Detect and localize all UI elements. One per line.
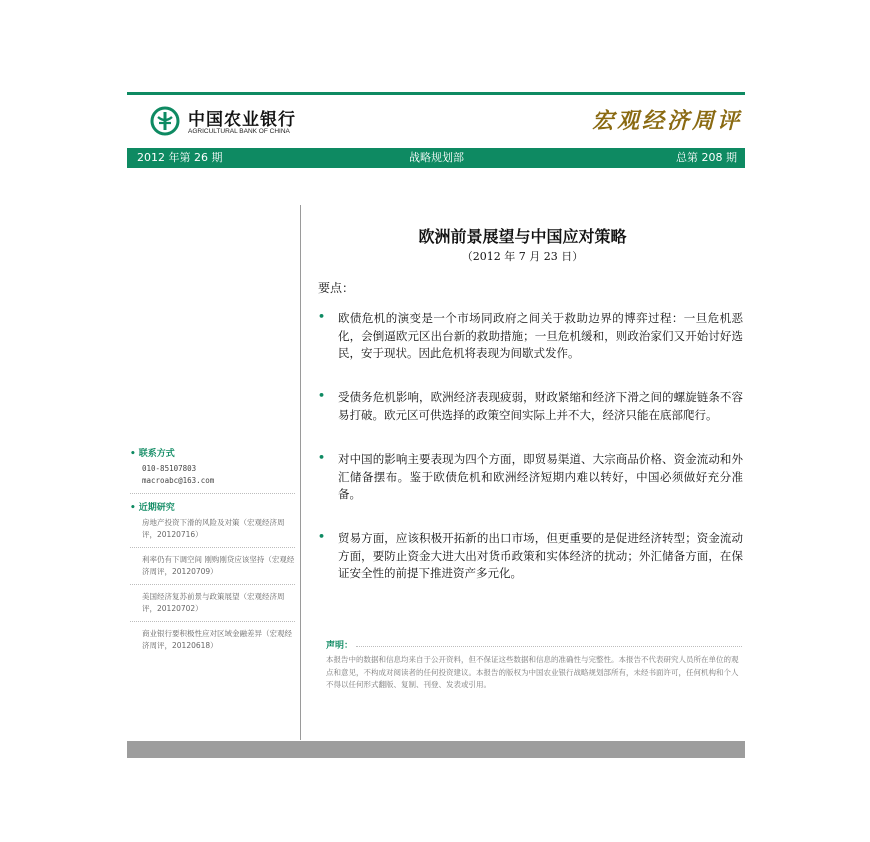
issue-band [127,148,745,168]
key-point-text: 欧债危机的演变是一个市场同政府之间关于救助边界的博弈过程：一旦危机恶化，会倒逼欧元区出台新的救助措施；一旦危机缓和，则政治家们又开始讨好选民，安于现状。因此危机将表现为间歇式发作。 [338,311,743,360]
recent-research-item[interactable]: 美国经济复苏前景与政策展望（宏观经济周评，20120702） [142,592,285,613]
contact-heading: • 联系方式 [130,449,175,459]
sidebar [130,446,295,652]
bullet-icon: • [318,530,326,543]
column-divider [300,205,301,740]
recent-research-item[interactable]: 商业银行要积极性应对区域金融差异（宏观经济周评，20120618） [142,629,292,650]
key-points-label: 要点： [318,281,355,295]
bullet-icon: • [130,449,136,459]
contact-phone: 010-85107803 [142,464,197,473]
recent-research-heading: • 近期研究 [130,503,175,513]
bullet-icon: • [318,310,326,323]
disclaimer-heading: 声明： [326,641,354,651]
total-issue-number: 总第 208 期 [676,151,737,164]
divider [130,493,295,494]
key-point-item [318,389,743,424]
key-point-item [318,530,743,583]
recent-research-item[interactable]: 房地产投资下滑的风险及对策（宏观经济周评，20120716） [142,518,285,539]
divider [130,547,295,548]
divider [356,646,742,647]
footer-band [127,741,745,758]
bullet-icon: • [318,451,326,464]
bullet-icon: • [318,389,326,402]
divider [130,621,295,622]
disclaimer-text: 本报告中的数据和信息均来自于公开资料，但不保证这些数据和信息的准确性与完整性。本报告不代表研究人员所在单位的观点和意见，不构成对阅读者的任何投资建议。本报告的版权为中国农业银行战略规划部所有，未经书面许可，任何机构和个人不得以任何形式翻版、复制、刊登、发表或引用。 [326,655,739,689]
key-point-item [318,451,743,504]
publication-title: 宏观经济周评 [591,109,742,134]
key-point-item [318,310,743,363]
key-point-text: 对中国的影响主要表现为四个方面，即贸易渠道、大宗商品价格、资金流动和外汇储备摆布。鉴于欧债危机和欧洲经济短期内难以转好，中国必须做好充分准备。 [338,452,743,501]
article-date: （2012 年 7 月 23 日） [461,250,584,263]
bullet-icon: • [130,503,136,513]
abc-logo-icon [150,106,180,136]
issue-number: 2012 年第 26 期 [137,151,223,164]
bank-logo [150,104,340,140]
key-point-text: 受债务危机影响，欧洲经济表现疲弱，财政紧缩和经济下滑之间的螺旋链条不容易打破。欧元区可供选择的政策空间实际上并不大，经济只能在底部爬行。 [338,390,743,422]
department: 战略规划部 [409,151,464,164]
key-point-text: 贸易方面，应该积极开拓新的出口市场，但更重要的是促进经济转型；资金流动方面，要防止资金大进大出对货币政策和实体经济的扰动；外汇储备方面，在保证安全性的前提下推进资产多元化。 [338,531,743,580]
contact-email[interactable]: macroabc@163.com [142,476,215,485]
bank-name-cn: 中国农业银行 [188,110,296,130]
divider [130,584,295,585]
recent-research-item[interactable]: 利率仍有下调空间 刚购刚贷应该坚持（宏观经济周评，20120709） [142,555,295,576]
article-title: 欧洲前景展望与中国应对策略 [418,227,627,246]
bank-name-en: AGRICULTURAL BANK OF CHINA [188,128,290,135]
top-rule [127,92,745,95]
